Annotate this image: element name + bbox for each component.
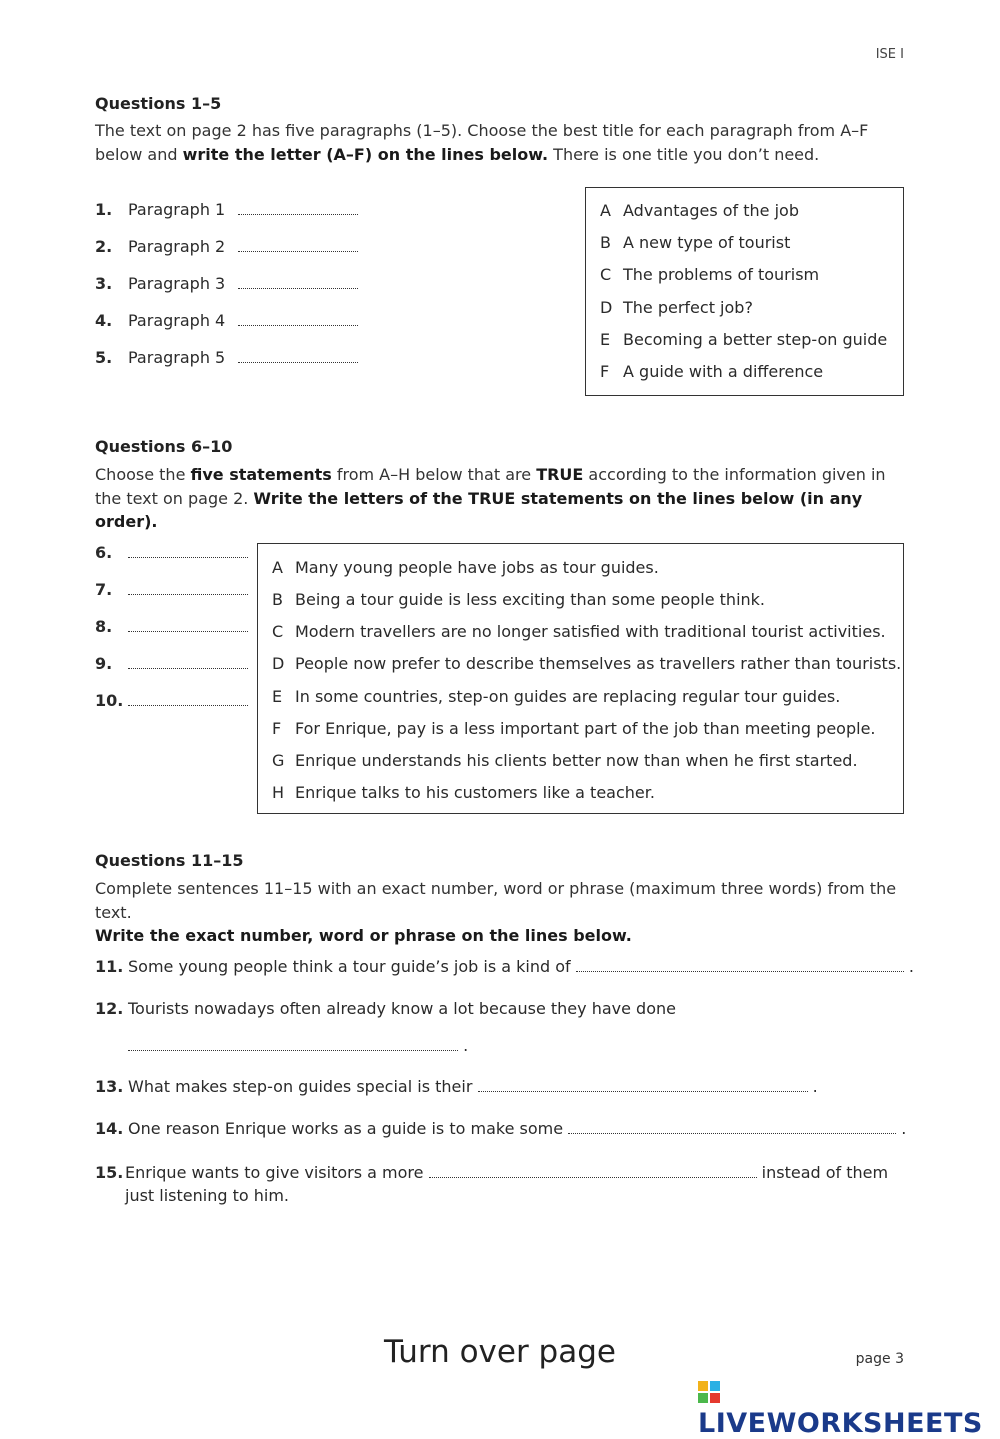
answer-line-3[interactable]: [238, 274, 358, 289]
option-b: [600, 233, 790, 252]
statement-letter: A: [272, 558, 283, 577]
question-4: [95, 311, 358, 331]
question-2: [95, 237, 358, 257]
statement-text: Being a tour guide is less exciting than some people think.: [295, 590, 765, 609]
statement-text: Enrique understands his clients better now than when he first started.: [295, 751, 858, 770]
turn-over-title: Turn over page: [384, 1334, 616, 1370]
answer-line-14[interactable]: [568, 1119, 896, 1134]
option-letter: C: [600, 265, 612, 284]
question-12-answer: [128, 1036, 468, 1055]
statement-c: [272, 622, 886, 641]
answer-line-11[interactable]: [576, 957, 904, 972]
statement-e: [272, 687, 840, 706]
option-letter: E: [600, 330, 611, 349]
statement-letter: D: [272, 654, 285, 673]
statement-text: Enrique talks to his customers like a teacher.: [295, 783, 655, 802]
sentence-end: .: [463, 1036, 469, 1055]
answer-line-15[interactable]: [429, 1163, 757, 1178]
section2-instructions: Choose the five statements from A–H below that are TRUE according to the information given in the text on page 2. Write the letters of the TRUE statements on the lines below (in any order).: [95, 465, 886, 531]
option-text: Becoming a better step-on guide: [623, 330, 888, 349]
paragraph-label: Paragraph 4: [128, 311, 226, 330]
titles-box: [585, 187, 904, 396]
answer-line-2[interactable]: [238, 237, 358, 252]
statements-box: [257, 543, 904, 814]
paragraph-label: Paragraph 2: [128, 237, 226, 256]
statement-text: For Enrique, pay is a less important part of the job than meeting people.: [295, 719, 876, 738]
statement-text: In some countries, step-on guides are replacing regular tour guides.: [295, 687, 841, 706]
option-text: A guide with a difference: [623, 362, 824, 381]
question-number: 6.: [95, 543, 113, 562]
option-f: [600, 362, 823, 381]
answer-line-1[interactable]: [238, 200, 358, 215]
question-text: Enrique wants to give visitors a more: [125, 1163, 424, 1182]
answer-line-6[interactable]: [128, 543, 248, 558]
section3-instructions: Complete sentences 11–15 with an exact number, word or phrase (maximum three words) from the text. Write the exact number, word or phrase on the lines below.: [95, 879, 897, 945]
option-e: [600, 330, 887, 349]
question-text: Tourists nowadays often already know a lot because they have done: [128, 999, 676, 1018]
statement-text: People now prefer to describe themselves as travellers rather than tourists.: [295, 654, 902, 673]
liveworksheets-logo-icon: [698, 1381, 720, 1403]
question-5: [95, 348, 358, 368]
question-number: 7.: [95, 580, 113, 599]
statement-text: Modern travellers are no longer satisfied with traditional tourist activities.: [295, 622, 886, 641]
question-number: 8.: [95, 617, 113, 636]
option-a: [600, 201, 799, 220]
answer-line-12[interactable]: [128, 1036, 458, 1051]
question-number: 9.: [95, 654, 113, 673]
question-number: 13.: [95, 1077, 124, 1096]
option-c: [600, 265, 819, 284]
statement-letter: H: [272, 783, 285, 802]
statement-a: [272, 558, 659, 577]
question-14: [95, 1119, 906, 1138]
question-text: What makes step-on guides special is their: [128, 1077, 473, 1096]
question-text: Some young people think a tour guide’s job is a kind of: [128, 957, 571, 976]
statement-letter: G: [272, 751, 285, 770]
question-15: [95, 1161, 905, 1207]
statement-d: [272, 654, 901, 673]
statement-g: [272, 751, 858, 770]
question-9: [95, 654, 248, 674]
statement-letter: B: [272, 590, 283, 609]
answer-line-10[interactable]: [128, 691, 248, 706]
option-text: The problems of tourism: [623, 265, 820, 284]
question-number: 2.: [95, 237, 113, 256]
option-letter: A: [600, 201, 611, 220]
answer-line-13[interactable]: [478, 1077, 808, 1092]
option-text: The perfect job?: [623, 298, 753, 317]
question-3: [95, 274, 358, 294]
question-number: 3.: [95, 274, 113, 293]
answer-line-8[interactable]: [128, 617, 248, 632]
question-6: [95, 543, 248, 563]
statement-letter: F: [272, 719, 282, 738]
statement-letter: E: [272, 687, 283, 706]
question-text: One reason Enrique works as a guide is to make some: [128, 1119, 564, 1138]
section1-heading: Questions 1–5: [95, 94, 222, 113]
question-8: [95, 617, 248, 637]
question-number: 11.: [95, 957, 124, 976]
liveworksheets-logo[interactable]: [698, 1377, 1000, 1439]
question-text: instead of them: [761, 1163, 889, 1182]
answer-line-9[interactable]: [128, 654, 248, 669]
question-number: 14.: [95, 1119, 124, 1138]
question-10: [95, 691, 248, 711]
question-text: just listening to him.: [125, 1186, 289, 1205]
option-letter: F: [600, 362, 610, 381]
question-1: [95, 200, 358, 220]
option-text: Advantages of the job: [623, 201, 799, 220]
sentence-end: .: [812, 1077, 818, 1096]
answer-line-4[interactable]: [238, 311, 358, 326]
question-12: [95, 999, 676, 1018]
statement-b: [272, 590, 765, 609]
answer-line-7[interactable]: [128, 580, 248, 595]
paragraph-label: Paragraph 5: [128, 348, 226, 367]
exam-code: ISE I: [875, 47, 904, 62]
paragraph-label: Paragraph 3: [128, 274, 226, 293]
statement-h: [272, 783, 655, 802]
option-letter: B: [600, 233, 611, 252]
section3-heading: Questions 11–15: [95, 851, 244, 870]
question-number: 1.: [95, 200, 113, 219]
paragraph-label: Paragraph 1: [128, 200, 226, 219]
option-letter: D: [600, 298, 613, 317]
question-number: 12.: [95, 999, 124, 1018]
sentence-end: .: [901, 1119, 907, 1138]
logo-text: LIVEWORKSHEETS: [698, 1408, 983, 1439]
question-number: 15.: [95, 1163, 124, 1182]
option-text: A new type of tourist: [623, 233, 791, 252]
sentence-end: .: [908, 957, 914, 976]
question-number: 5.: [95, 348, 113, 367]
page-number: page 3: [855, 1351, 904, 1367]
statement-text: Many young people have jobs as tour guides.: [295, 558, 659, 577]
statement-f: [272, 719, 876, 738]
question-number: 4.: [95, 311, 113, 330]
option-d: [600, 298, 753, 317]
section2-heading: Questions 6–10: [95, 437, 233, 456]
question-13: [95, 1077, 818, 1096]
statement-letter: C: [272, 622, 284, 641]
answer-line-5[interactable]: [238, 348, 358, 363]
section1-instructions: The text on page 2 has five paragraphs (1–5). Choose the best title for each paragraph from A–F below and write the letter (A–F) on the lines below. There is one title you don’t need.: [95, 121, 869, 164]
question-7: [95, 580, 248, 600]
question-11: [95, 957, 914, 976]
question-number: 10.: [95, 691, 124, 710]
